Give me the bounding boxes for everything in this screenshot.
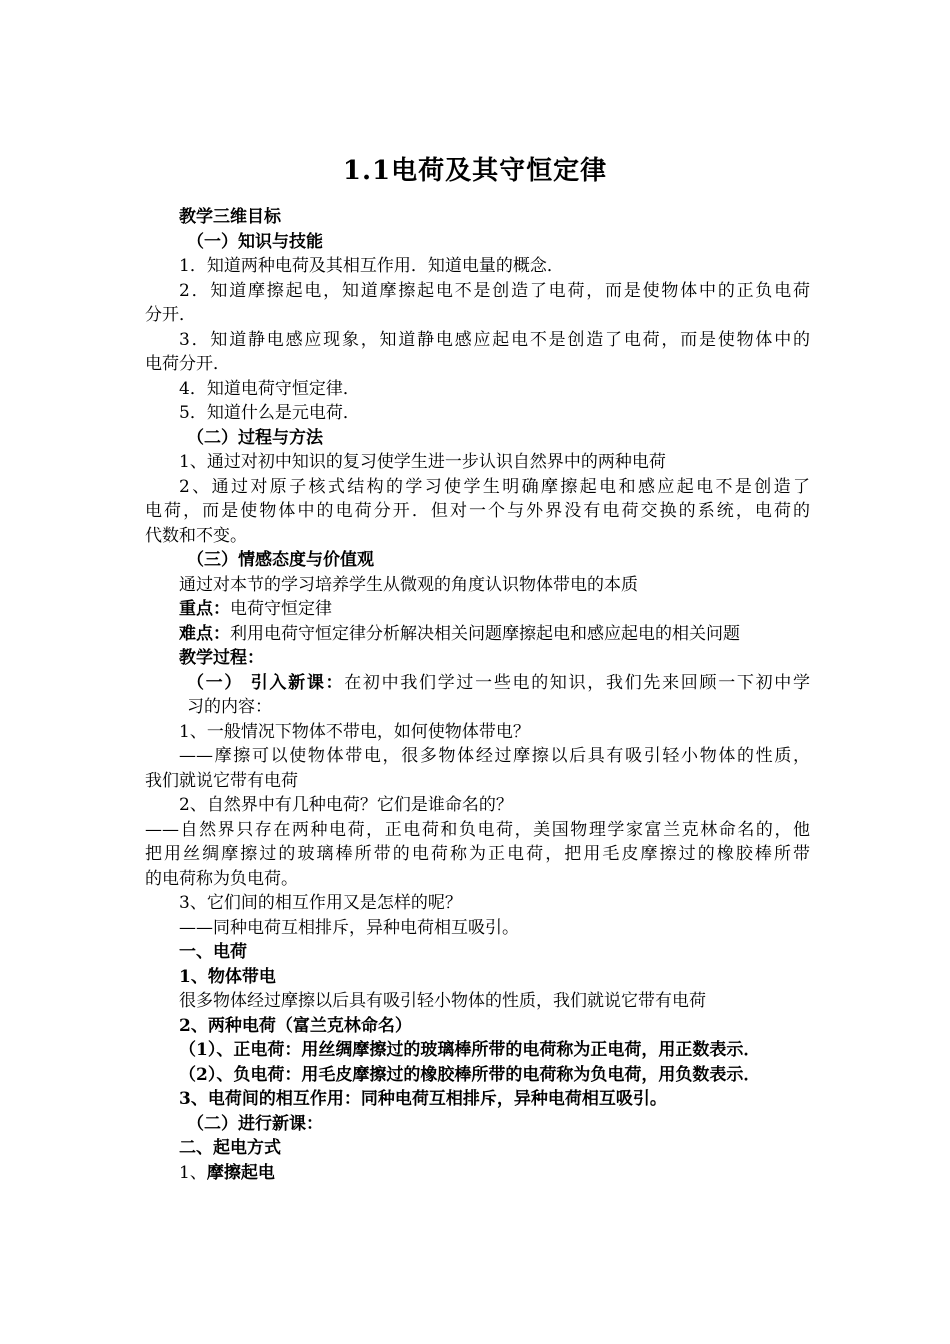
key-point-label: 重点： [179,599,230,619]
subheading-knowledge: （一）知识与技能 [187,231,323,252]
key-point [145,597,810,622]
subheading-process: （二）过程与方法 [187,427,323,448]
question-2: 2、自然界中有几种电荷？它们是谁命名的？ [179,795,513,815]
friction-charging-text: 摩擦起电 [206,1162,275,1183]
intro-text: 在初中我们学过一些电的知识，我们先来回顾一下初中学 [344,672,810,693]
intro-paragraph-continued: 习的内容： [187,697,272,717]
heading-charge: 一、电荷 [179,942,247,962]
answer-2-line-3: 的电荷称为负电荷。 [145,868,298,889]
negative-charge-definition: （2）、负电荷：用毛皮摩擦过的橡胶棒所带的电荷称为负电荷，用负数表示． [179,1064,761,1085]
intro-label: （一） 引入新课： [187,672,345,693]
knowledge-item-1: 1．知道两种电荷及其相互作用．知道电量的概念． [179,256,564,276]
difficult-point-text: 利用电荷守恒定律分析解决相关问题摩擦起电和感应起电的相关问题 [230,623,740,644]
knowledge-item-3-line-1: 3．知道静电感应现象，知道静电感应起电不是创造了电荷，而是使物体中的 [179,329,810,350]
heading-two-charges: 2、两种电荷（富兰克林命名） [179,1015,412,1036]
section-heading-goals: 教学三维目标 [179,207,281,227]
teaching-process-heading: 教学过程： [179,648,264,668]
knowledge-item-2-line-2: 分开． [145,305,196,325]
page-title: 1.1电荷及其守恒定律 [342,156,608,186]
attitude-item: 通过对本节的学习培养学生从微观的角度认识物体带电的本质 [179,574,638,595]
positive-charge-definition: （1）、正电荷：用丝绸摩擦过的玻璃棒所带的电荷称为正电荷，用正数表示． [179,1040,761,1060]
friction-charging-number: 1、 [179,1162,207,1183]
answer-1-line-2: 我们就说它带有电荷 [145,770,298,791]
knowledge-item-2-line-1: 2．知道摩擦起电，知道摩擦起电不是创造了电荷，而是使物体中的正负电荷 [179,280,810,301]
difficult-point-label: 难点： [179,623,230,644]
heading-object-charged: 1、物体带电 [179,966,276,987]
answer-2-line-2: 把用丝绸摩擦过的玻璃棒所带的电荷称为正电荷，把用毛皮摩擦过的橡胶棒所带 [145,844,810,864]
process-item-2-line-3: 代数和不变。 [145,525,247,546]
knowledge-item-5: 5．知道什么是元电荷． [179,403,360,423]
knowledge-item-4: 4．知道电荷守恒定律． [179,378,360,399]
question-1: 1、一般情况下物体不带电，如何使物体带电？ [179,721,530,742]
answer-2-line-1: ——自然界只存在两种电荷，正电荷和负电荷，美国物理学家富兰克林命名的，他 [145,819,810,840]
process-item-2-line-1: 2、通过对原子核式结构的学习使学生明确摩擦起电和感应起电不是创造了 [179,476,810,497]
answer-3: ——同种电荷互相排斥，异种电荷相互吸引。 [179,917,519,938]
object-charged-text: 很多物体经过摩擦以后具有吸引轻小物体的性质，我们就说它带有电荷 [179,991,706,1011]
intro-paragraph [145,671,810,696]
key-point-text: 电荷守恒定律 [230,599,332,619]
new-lesson-heading: （二）进行新课： [187,1113,323,1134]
heading-charging-methods: 二、起电方式 [179,1138,281,1158]
process-item-2-line-2: 电荷，而是使物体中的电荷分开．但对一个与外界没有电荷交换的系统，电荷的 [145,501,810,521]
answer-1-line-1: ——摩擦可以使物体带电，很多物体经过摩擦以后具有吸引轻小物体的性质， [179,746,810,766]
difficult-point [145,622,810,647]
document-body [145,205,810,1185]
knowledge-item-3-line-2: 电荷分开． [145,354,230,374]
heading-friction-charging [145,1161,810,1186]
process-item-1: 1、通过对初中知识的复习使学生进一步认识自然界中的两种电荷 [179,452,666,472]
charge-interaction: 3、电荷间的相互作用：同种电荷互相排斥，异种电荷相互吸引。 [179,1089,667,1109]
question-3: 3、它们间的相互作用又是怎样的呢？ [179,893,462,913]
subheading-attitude: （三）情感态度与价值观 [187,550,374,570]
